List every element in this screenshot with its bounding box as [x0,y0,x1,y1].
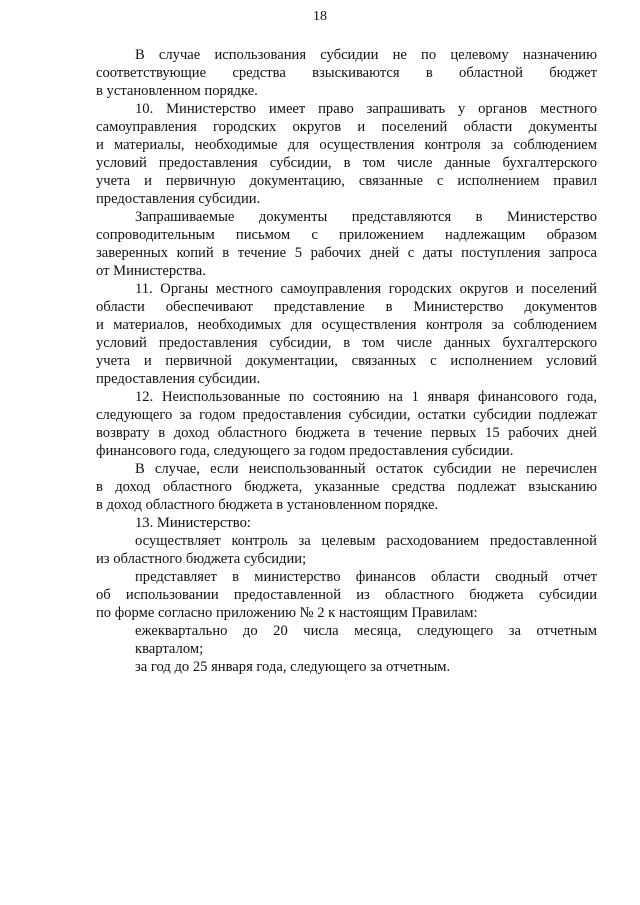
text-line: возврату в доход областного бюджета в течение первых 15 рабочих дней [96,425,597,441]
text-line: области обеспечивают представление в Министерство документов [96,299,597,315]
text-line: заверенных копий в течение 5 рабочих дней с даты поступления запроса [96,245,597,261]
paragraph-subsidy-misuse [96,46,597,100]
paragraph-clause-13 [96,514,597,532]
text-line: предоставления субсидии. [96,371,261,387]
text-line: кварталом; [135,641,204,657]
text-line: об использовании предоставленной из областного бюджета субсидии [96,587,597,603]
text-line: В случае, если неиспользованный остаток субсидии не перечислен [135,461,597,477]
text-line: по форме согласно приложению № 2 к настоящим Правилам: [96,605,478,621]
text-line: следующего за годом предоставления субсидии, остатки субсидии подлежат [96,407,597,423]
text-line: осуществляет контроль за целевым расходованием предоставленной [135,533,597,549]
text-line: учета и первичную документацию, связанные с исполнением правил [96,173,597,189]
text-line: В случае использования субсидии не по целевому назначению [135,47,597,63]
paragraph-report [96,568,597,622]
text-line: 12. Неиспользованные по состоянию на 1 января финансового года, [135,389,597,405]
document-body [96,46,597,676]
paragraph-unreturned-balance [96,460,597,514]
page-number: 18 [313,9,327,24]
paragraph-annual [96,658,597,676]
text-line: самоуправления городских округов и поселений области документы [96,119,597,135]
text-line: соответствующие средства взыскиваются в областной бюджет [96,65,597,81]
text-line: финансового года, следующего за годом предоставления субсидии. [96,443,514,459]
text-line: из областного бюджета субсидии; [96,551,307,567]
text-line: в установленном порядке. [96,83,258,99]
text-line: за год до 25 января года, следующего за отчетным. [135,659,451,675]
text-line: 10. Министерство имеет право запрашивать у органов местного [135,101,597,117]
paragraph-quarterly [96,622,597,658]
text-line: ежеквартально до 20 числа месяца, следующего за отчетным [135,623,597,639]
text-line: представляет в министерство финансов области сводный отчет [135,569,597,585]
text-line: условий предоставления субсидии, в том числе данные бухгалтерского [96,155,597,171]
paragraph-clause-12 [96,388,597,460]
paragraph-control [96,532,597,568]
text-line: учета и первичной документации, связанных с исполнением условий [96,353,597,369]
paragraph-requested-documents [96,208,597,280]
text-line: 11. Органы местного самоуправления городских округов и поселений [135,281,597,297]
paragraph-clause-10 [96,100,597,208]
text-line: предоставления субсидии. [96,191,261,207]
text-line: в доход областного бюджета в установленном порядке. [96,497,439,513]
paragraph-clause-11 [96,280,597,388]
text-line: Запрашиваемые документы представляются в Министерство [135,209,597,225]
text-line: 13. Министерство: [135,515,251,531]
text-line: сопроводительным письмом с приложением надлежащим образом [96,227,597,243]
text-line: и материалов, необходимых для осуществления контроля за соблюдением [96,317,597,333]
text-line: в доход областного бюджета, указанные средства подлежат взысканию [96,479,597,495]
text-line: и материалы, необходимые для осуществления контроля за соблюдением [96,137,597,153]
text-line: от Министерства. [96,263,206,279]
text-line: условий предоставления субсидии, в том числе данных бухгалтерского [96,335,597,351]
